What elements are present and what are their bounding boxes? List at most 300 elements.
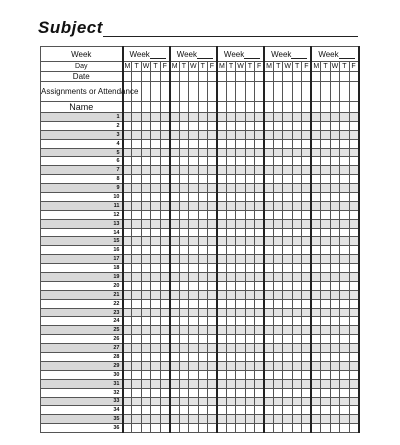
attendance-cell[interactable]: [311, 175, 320, 184]
attendance-cell[interactable]: [123, 184, 132, 193]
attendance-cell[interactable]: [330, 210, 339, 219]
attendance-cell[interactable]: [349, 415, 358, 424]
attendance-cell[interactable]: [292, 157, 301, 166]
student-row-number[interactable]: 29: [41, 361, 123, 370]
attendance-cell[interactable]: [321, 335, 330, 344]
attendance-cell[interactable]: [302, 308, 311, 317]
assign-cell[interactable]: [217, 82, 226, 102]
attendance-cell[interactable]: [283, 424, 292, 433]
attendance-cell[interactable]: [179, 219, 188, 228]
attendance-cell[interactable]: [226, 193, 235, 202]
attendance-cell[interactable]: [132, 406, 141, 415]
attendance-cell[interactable]: [255, 335, 264, 344]
attendance-cell[interactable]: [264, 344, 273, 353]
attendance-cell[interactable]: [292, 308, 301, 317]
attendance-cell[interactable]: [170, 255, 179, 264]
attendance-cell[interactable]: [151, 219, 160, 228]
attendance-cell[interactable]: [302, 326, 311, 335]
attendance-cell[interactable]: [302, 281, 311, 290]
assign-cell[interactable]: [292, 82, 301, 102]
attendance-cell[interactable]: [349, 335, 358, 344]
attendance-cell[interactable]: [141, 335, 150, 344]
attendance-cell[interactable]: [123, 281, 132, 290]
attendance-cell[interactable]: [321, 148, 330, 157]
attendance-cell[interactable]: [330, 148, 339, 157]
attendance-cell[interactable]: [349, 406, 358, 415]
attendance-cell[interactable]: [198, 175, 207, 184]
student-row-number[interactable]: 8: [41, 175, 123, 184]
attendance-cell[interactable]: [151, 273, 160, 282]
attendance-cell[interactable]: [274, 388, 283, 397]
attendance-cell[interactable]: [198, 379, 207, 388]
attendance-cell[interactable]: [311, 424, 320, 433]
attendance-cell[interactable]: [151, 361, 160, 370]
attendance-cell[interactable]: [274, 273, 283, 282]
attendance-cell[interactable]: [141, 273, 150, 282]
attendance-cell[interactable]: [132, 255, 141, 264]
attendance-cell[interactable]: [160, 246, 169, 255]
attendance-cell[interactable]: [170, 264, 179, 273]
attendance-cell[interactable]: [245, 237, 254, 246]
attendance-cell[interactable]: [123, 113, 132, 122]
attendance-cell[interactable]: [207, 219, 216, 228]
attendance-cell[interactable]: [132, 184, 141, 193]
attendance-cell[interactable]: [255, 273, 264, 282]
attendance-cell[interactable]: [123, 201, 132, 210]
attendance-cell[interactable]: [160, 228, 169, 237]
attendance-cell[interactable]: [217, 246, 226, 255]
attendance-cell[interactable]: [255, 299, 264, 308]
attendance-cell[interactable]: [311, 397, 320, 406]
attendance-cell[interactable]: [198, 157, 207, 166]
attendance-cell[interactable]: [217, 308, 226, 317]
attendance-cell[interactable]: [160, 264, 169, 273]
attendance-cell[interactable]: [226, 397, 235, 406]
attendance-cell[interactable]: [311, 166, 320, 175]
name-cell[interactable]: [340, 102, 349, 113]
attendance-cell[interactable]: [132, 308, 141, 317]
assign-cell[interactable]: [198, 82, 207, 102]
attendance-cell[interactable]: [302, 184, 311, 193]
attendance-cell[interactable]: [217, 424, 226, 433]
attendance-cell[interactable]: [236, 210, 245, 219]
subject-underline[interactable]: [103, 36, 358, 37]
attendance-cell[interactable]: [283, 406, 292, 415]
attendance-cell[interactable]: [151, 397, 160, 406]
attendance-cell[interactable]: [311, 139, 320, 148]
attendance-cell[interactable]: [151, 424, 160, 433]
attendance-cell[interactable]: [160, 415, 169, 424]
attendance-cell[interactable]: [274, 246, 283, 255]
attendance-cell[interactable]: [160, 193, 169, 202]
attendance-cell[interactable]: [160, 397, 169, 406]
attendance-cell[interactable]: [132, 113, 141, 122]
attendance-cell[interactable]: [160, 326, 169, 335]
assign-cell[interactable]: [340, 82, 349, 102]
attendance-cell[interactable]: [151, 193, 160, 202]
attendance-cell[interactable]: [217, 344, 226, 353]
attendance-cell[interactable]: [132, 353, 141, 362]
attendance-cell[interactable]: [160, 424, 169, 433]
attendance-cell[interactable]: [132, 326, 141, 335]
attendance-cell[interactable]: [245, 201, 254, 210]
assign-cell[interactable]: [170, 82, 179, 102]
attendance-cell[interactable]: [264, 175, 273, 184]
attendance-cell[interactable]: [274, 139, 283, 148]
attendance-cell[interactable]: [207, 424, 216, 433]
attendance-cell[interactable]: [226, 406, 235, 415]
attendance-cell[interactable]: [321, 388, 330, 397]
attendance-cell[interactable]: [302, 228, 311, 237]
attendance-cell[interactable]: [245, 370, 254, 379]
attendance-cell[interactable]: [245, 281, 254, 290]
attendance-cell[interactable]: [274, 148, 283, 157]
attendance-cell[interactable]: [207, 210, 216, 219]
attendance-cell[interactable]: [283, 175, 292, 184]
attendance-cell[interactable]: [274, 344, 283, 353]
attendance-cell[interactable]: [311, 326, 320, 335]
attendance-cell[interactable]: [189, 379, 198, 388]
attendance-cell[interactable]: [245, 344, 254, 353]
attendance-cell[interactable]: [292, 335, 301, 344]
attendance-cell[interactable]: [302, 166, 311, 175]
attendance-cell[interactable]: [123, 264, 132, 273]
attendance-cell[interactable]: [340, 219, 349, 228]
attendance-cell[interactable]: [236, 113, 245, 122]
attendance-cell[interactable]: [170, 388, 179, 397]
attendance-cell[interactable]: [264, 130, 273, 139]
name-cell[interactable]: [179, 102, 188, 113]
attendance-cell[interactable]: [198, 228, 207, 237]
attendance-cell[interactable]: [207, 264, 216, 273]
attendance-cell[interactable]: [189, 424, 198, 433]
attendance-cell[interactable]: [245, 335, 254, 344]
attendance-cell[interactable]: [132, 228, 141, 237]
attendance-cell[interactable]: [349, 193, 358, 202]
attendance-cell[interactable]: [226, 175, 235, 184]
attendance-cell[interactable]: [311, 237, 320, 246]
attendance-cell[interactable]: [330, 139, 339, 148]
attendance-cell[interactable]: [236, 344, 245, 353]
attendance-cell[interactable]: [141, 397, 150, 406]
attendance-cell[interactable]: [321, 139, 330, 148]
attendance-cell[interactable]: [321, 281, 330, 290]
date-cell[interactable]: [226, 72, 235, 82]
attendance-cell[interactable]: [245, 148, 254, 157]
attendance-cell[interactable]: [198, 210, 207, 219]
attendance-cell[interactable]: [151, 121, 160, 130]
attendance-cell[interactable]: [302, 397, 311, 406]
attendance-cell[interactable]: [226, 424, 235, 433]
attendance-cell[interactable]: [207, 397, 216, 406]
attendance-cell[interactable]: [151, 379, 160, 388]
attendance-cell[interactable]: [302, 344, 311, 353]
attendance-cell[interactable]: [198, 308, 207, 317]
attendance-cell[interactable]: [226, 148, 235, 157]
attendance-cell[interactable]: [302, 361, 311, 370]
attendance-cell[interactable]: [179, 406, 188, 415]
attendance-cell[interactable]: [349, 370, 358, 379]
attendance-cell[interactable]: [179, 361, 188, 370]
attendance-cell[interactable]: [132, 379, 141, 388]
attendance-cell[interactable]: [330, 370, 339, 379]
attendance-cell[interactable]: [330, 361, 339, 370]
attendance-cell[interactable]: [255, 121, 264, 130]
attendance-cell[interactable]: [311, 130, 320, 139]
attendance-cell[interactable]: [311, 184, 320, 193]
attendance-cell[interactable]: [245, 264, 254, 273]
attendance-cell[interactable]: [160, 139, 169, 148]
date-cell[interactable]: [349, 72, 358, 82]
attendance-cell[interactable]: [340, 139, 349, 148]
attendance-cell[interactable]: [198, 317, 207, 326]
attendance-cell[interactable]: [226, 130, 235, 139]
attendance-cell[interactable]: [330, 184, 339, 193]
attendance-cell[interactable]: [160, 166, 169, 175]
attendance-cell[interactable]: [179, 273, 188, 282]
attendance-cell[interactable]: [321, 308, 330, 317]
attendance-cell[interactable]: [198, 370, 207, 379]
attendance-cell[interactable]: [207, 113, 216, 122]
attendance-cell[interactable]: [141, 379, 150, 388]
attendance-cell[interactable]: [330, 121, 339, 130]
attendance-cell[interactable]: [274, 397, 283, 406]
week-header-2[interactable]: [170, 47, 217, 62]
attendance-cell[interactable]: [283, 246, 292, 255]
student-row-number[interactable]: 25: [41, 326, 123, 335]
attendance-cell[interactable]: [160, 184, 169, 193]
attendance-cell[interactable]: [245, 113, 254, 122]
attendance-cell[interactable]: [189, 148, 198, 157]
attendance-cell[interactable]: [132, 344, 141, 353]
attendance-cell[interactable]: [321, 210, 330, 219]
attendance-cell[interactable]: [245, 353, 254, 362]
student-row-number[interactable]: 18: [41, 264, 123, 273]
attendance-cell[interactable]: [283, 273, 292, 282]
student-row-number[interactable]: 26: [41, 335, 123, 344]
attendance-cell[interactable]: [264, 219, 273, 228]
attendance-cell[interactable]: [141, 326, 150, 335]
attendance-cell[interactable]: [283, 361, 292, 370]
attendance-cell[interactable]: [255, 308, 264, 317]
attendance-cell[interactable]: [160, 299, 169, 308]
attendance-cell[interactable]: [283, 264, 292, 273]
attendance-cell[interactable]: [151, 255, 160, 264]
student-row-number[interactable]: 35: [41, 415, 123, 424]
attendance-cell[interactable]: [217, 139, 226, 148]
attendance-cell[interactable]: [198, 246, 207, 255]
attendance-cell[interactable]: [141, 148, 150, 157]
attendance-cell[interactable]: [226, 388, 235, 397]
name-cell[interactable]: [217, 102, 226, 113]
name-cell[interactable]: [330, 102, 339, 113]
attendance-cell[interactable]: [274, 175, 283, 184]
attendance-cell[interactable]: [160, 353, 169, 362]
attendance-cell[interactable]: [141, 113, 150, 122]
attendance-cell[interactable]: [292, 290, 301, 299]
date-cell[interactable]: [170, 72, 179, 82]
attendance-cell[interactable]: [330, 255, 339, 264]
attendance-cell[interactable]: [283, 139, 292, 148]
attendance-cell[interactable]: [349, 210, 358, 219]
attendance-cell[interactable]: [349, 175, 358, 184]
attendance-cell[interactable]: [226, 370, 235, 379]
attendance-cell[interactable]: [283, 228, 292, 237]
attendance-cell[interactable]: [123, 299, 132, 308]
attendance-cell[interactable]: [321, 397, 330, 406]
attendance-cell[interactable]: [283, 237, 292, 246]
attendance-cell[interactable]: [264, 113, 273, 122]
attendance-cell[interactable]: [141, 353, 150, 362]
attendance-cell[interactable]: [302, 139, 311, 148]
attendance-cell[interactable]: [151, 388, 160, 397]
attendance-cell[interactable]: [311, 219, 320, 228]
attendance-cell[interactable]: [179, 299, 188, 308]
student-row-number[interactable]: 4: [41, 139, 123, 148]
attendance-cell[interactable]: [349, 397, 358, 406]
attendance-cell[interactable]: [274, 308, 283, 317]
attendance-cell[interactable]: [123, 255, 132, 264]
attendance-cell[interactable]: [198, 201, 207, 210]
attendance-cell[interactable]: [217, 175, 226, 184]
attendance-cell[interactable]: [330, 166, 339, 175]
attendance-cell[interactable]: [207, 379, 216, 388]
attendance-cell[interactable]: [321, 121, 330, 130]
attendance-cell[interactable]: [274, 184, 283, 193]
attendance-cell[interactable]: [207, 290, 216, 299]
attendance-cell[interactable]: [207, 237, 216, 246]
attendance-cell[interactable]: [226, 281, 235, 290]
attendance-cell[interactable]: [274, 361, 283, 370]
attendance-cell[interactable]: [274, 255, 283, 264]
attendance-cell[interactable]: [198, 388, 207, 397]
attendance-cell[interactable]: [123, 121, 132, 130]
attendance-cell[interactable]: [226, 184, 235, 193]
attendance-cell[interactable]: [302, 317, 311, 326]
attendance-cell[interactable]: [292, 415, 301, 424]
attendance-cell[interactable]: [226, 157, 235, 166]
attendance-cell[interactable]: [160, 148, 169, 157]
attendance-cell[interactable]: [340, 353, 349, 362]
attendance-cell[interactable]: [179, 264, 188, 273]
attendance-cell[interactable]: [170, 370, 179, 379]
attendance-cell[interactable]: [160, 388, 169, 397]
attendance-cell[interactable]: [340, 113, 349, 122]
attendance-cell[interactable]: [207, 175, 216, 184]
student-row-number[interactable]: 11: [41, 201, 123, 210]
attendance-cell[interactable]: [330, 237, 339, 246]
attendance-cell[interactable]: [340, 326, 349, 335]
attendance-cell[interactable]: [217, 148, 226, 157]
attendance-cell[interactable]: [283, 193, 292, 202]
attendance-cell[interactable]: [292, 219, 301, 228]
attendance-cell[interactable]: [264, 370, 273, 379]
attendance-cell[interactable]: [330, 130, 339, 139]
student-row-number[interactable]: 2: [41, 121, 123, 130]
attendance-cell[interactable]: [274, 130, 283, 139]
attendance-cell[interactable]: [321, 237, 330, 246]
week-header-1[interactable]: [123, 47, 170, 62]
attendance-cell[interactable]: [302, 424, 311, 433]
attendance-cell[interactable]: [226, 264, 235, 273]
attendance-cell[interactable]: [132, 424, 141, 433]
attendance-cell[interactable]: [311, 370, 320, 379]
attendance-cell[interactable]: [236, 148, 245, 157]
attendance-cell[interactable]: [207, 148, 216, 157]
attendance-cell[interactable]: [283, 113, 292, 122]
assign-cell[interactable]: [302, 82, 311, 102]
attendance-cell[interactable]: [340, 361, 349, 370]
attendance-cell[interactable]: [274, 210, 283, 219]
attendance-cell[interactable]: [189, 121, 198, 130]
attendance-cell[interactable]: [198, 299, 207, 308]
attendance-cell[interactable]: [340, 281, 349, 290]
attendance-cell[interactable]: [189, 210, 198, 219]
attendance-cell[interactable]: [349, 273, 358, 282]
date-cell[interactable]: [151, 72, 160, 82]
attendance-cell[interactable]: [349, 344, 358, 353]
attendance-cell[interactable]: [349, 148, 358, 157]
attendance-cell[interactable]: [236, 228, 245, 237]
attendance-cell[interactable]: [207, 193, 216, 202]
week-number-blank[interactable]: [150, 51, 166, 59]
attendance-cell[interactable]: [217, 335, 226, 344]
attendance-cell[interactable]: [255, 113, 264, 122]
attendance-cell[interactable]: [198, 255, 207, 264]
assign-cell[interactable]: [207, 82, 216, 102]
attendance-cell[interactable]: [141, 290, 150, 299]
attendance-cell[interactable]: [226, 113, 235, 122]
attendance-cell[interactable]: [236, 415, 245, 424]
attendance-cell[interactable]: [245, 184, 254, 193]
attendance-cell[interactable]: [141, 388, 150, 397]
date-cell[interactable]: [302, 72, 311, 82]
attendance-cell[interactable]: [283, 166, 292, 175]
attendance-cell[interactable]: [123, 228, 132, 237]
attendance-cell[interactable]: [255, 201, 264, 210]
attendance-cell[interactable]: [264, 415, 273, 424]
attendance-cell[interactable]: [321, 379, 330, 388]
attendance-cell[interactable]: [189, 255, 198, 264]
attendance-cell[interactable]: [170, 415, 179, 424]
assign-cell[interactable]: [283, 82, 292, 102]
attendance-cell[interactable]: [123, 344, 132, 353]
attendance-cell[interactable]: [255, 415, 264, 424]
attendance-cell[interactable]: [236, 139, 245, 148]
attendance-cell[interactable]: [207, 121, 216, 130]
attendance-cell[interactable]: [274, 335, 283, 344]
attendance-cell[interactable]: [217, 397, 226, 406]
attendance-cell[interactable]: [245, 379, 254, 388]
assign-cell[interactable]: [151, 82, 160, 102]
attendance-cell[interactable]: [302, 415, 311, 424]
attendance-cell[interactable]: [311, 290, 320, 299]
attendance-cell[interactable]: [170, 121, 179, 130]
attendance-cell[interactable]: [292, 113, 301, 122]
attendance-cell[interactable]: [189, 139, 198, 148]
name-cell[interactable]: [245, 102, 254, 113]
date-cell[interactable]: [274, 72, 283, 82]
attendance-cell[interactable]: [151, 370, 160, 379]
attendance-cell[interactable]: [132, 121, 141, 130]
attendance-cell[interactable]: [245, 130, 254, 139]
attendance-cell[interactable]: [179, 317, 188, 326]
attendance-cell[interactable]: [264, 335, 273, 344]
attendance-cell[interactable]: [302, 210, 311, 219]
attendance-cell[interactable]: [207, 246, 216, 255]
student-row-number[interactable]: 3: [41, 130, 123, 139]
student-row-number[interactable]: 10: [41, 193, 123, 202]
